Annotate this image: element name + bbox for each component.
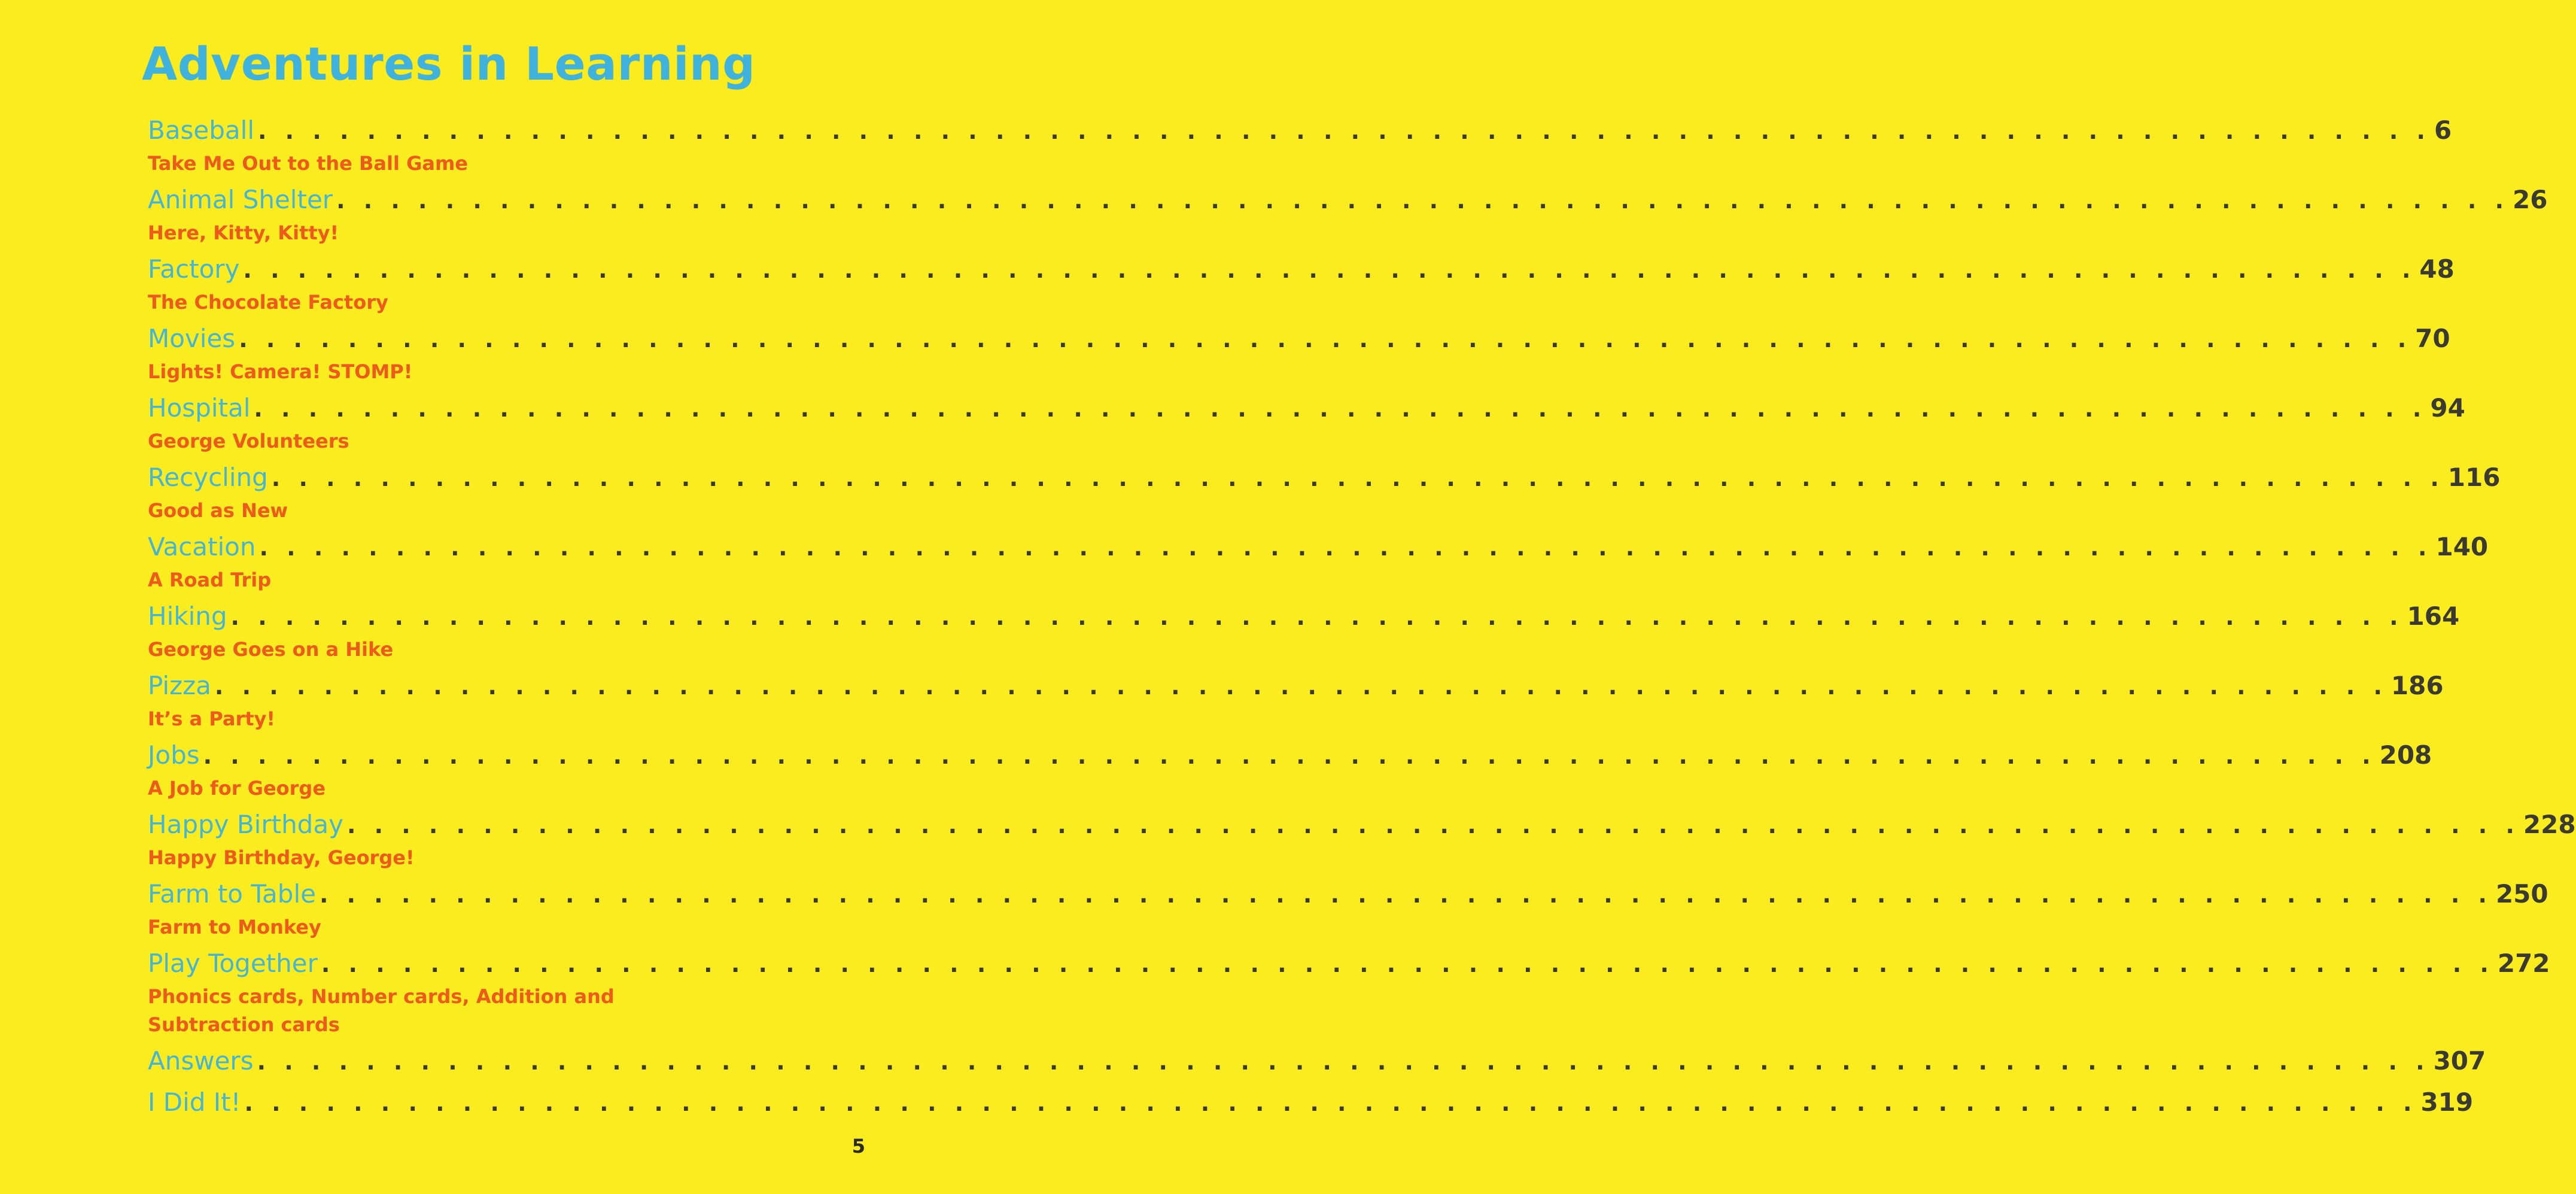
toc-topic: Farm to Table [148,879,316,909]
dot-leader: . . . . . . . . . . . . . . . . . . . . . . . . . . . . . . . . . . . . . . . . . . . . . . . . . . . . . . . . . . . . . . . . . . . . . . . . . . . . . . . . [243,257,2416,283]
toc-subtitle: A Road Trip [148,569,272,591]
toc-topic: Happy Birthday [148,810,343,839]
dot-leader: . . . . . . . . . . . . . . . . . . . . . . . . . . . . . . . . . . . . . . . . . . . . . . . . . . . . . . . . . . . . . . . . . . . . . . . . . . . . . . . . [214,673,2388,700]
page-number-footer: 5 [851,1135,865,1157]
toc-page-number: 307 [2433,1046,2486,1075]
toc-page-number: 70 [2415,324,2450,353]
toc-page-number: 48 [2419,254,2455,284]
toc-entry-row [148,528,2489,566]
toc-entry [148,1083,2474,1122]
toc-page-number: 116 [2447,463,2501,492]
toc-topic: Baseball [148,116,255,145]
toc-entry-row [148,111,2452,150]
toc-entry [148,250,2455,317]
dot-leader: . . . . . . . . . . . . . . . . . . . . . . . . . . . . . . . . . . . . . . . . . . . . . . . . . . . . . . . . . . . . . . . . . . . . . . . . . . . . . . . . [230,604,2404,630]
toc-entry-row [148,181,2548,219]
toc-entry [148,181,2548,247]
toc-entry [148,320,2450,386]
toc-subtitle: The Chocolate Factory [148,291,388,314]
toc-page-number: 319 [2420,1087,2474,1117]
toc-page-number: 6 [2434,116,2452,145]
dot-leader: . . . . . . . . . . . . . . . . . . . . . . . . . . . . . . . . . . . . . . . . . . . . . . . . . . . . . . . . . . . . . . . . . . . . . . . . . . . . . . . . [321,951,2494,977]
toc-entry [148,736,2432,803]
toc-entry-row [148,944,2550,983]
toc-page-number: 186 [2391,671,2444,700]
toc-entry [148,806,2576,872]
toc-entry-row [148,320,2450,358]
toc-topic: Vacation [148,532,256,561]
dot-leader: . . . . . . . . . . . . . . . . . . . . . . . . . . . . . . . . . . . . . . . . . . . . . . . . . . . . . . . . . . . . . . . . . . . . . . . . . . . . . . . . [254,396,2427,422]
toc-topic: I Did It! [148,1087,241,1117]
toc-entry [148,944,2550,1039]
toc-page-number: 94 [2430,393,2465,423]
dot-leader: . . . . . . . . . . . . . . . . . . . . . . . . . . . . . . . . . . . . . . . . . . . . . . . . . . . . . . . . . . . . . . . . . . . . . . . . . . . . . . . . [239,326,2412,353]
toc-entry-row [148,1042,2486,1080]
toc-subtitle: George Volunteers [148,430,349,452]
dot-leader: . . . . . . . . . . . . . . . . . . . . . . . . . . . . . . . . . . . . . . . . . . . . . . . . . . . . . . . . . . . . . . . . . . . . . . . . . . . . . . . . [244,1090,2417,1116]
toc-topic: Answers [148,1046,254,1075]
toc-subtitle: Happy Birthday, George! [148,846,415,869]
toc-entry-row [148,250,2455,288]
toc-subtitle: Lights! Camera! STOMP! [148,360,413,383]
toc-topic: Jobs [148,740,200,770]
toc-page-number: 272 [2497,949,2550,978]
dot-leader: . . . . . . . . . . . . . . . . . . . . . . . . . . . . . . . . . . . . . . . . . . . . . . . . . . . . . . . . . . . . . . . . . . . . . . . . . . . . . . . . [203,743,2376,769]
toc-entry-row [148,667,2444,705]
toc-subtitle: A Job for George [148,777,326,800]
toc-entry-row [148,875,2548,913]
toc-entry [148,111,2452,178]
toc-topic: Pizza [148,671,211,700]
toc-subtitle: Farm to Monkey [148,916,321,938]
toc-entry [148,597,2460,664]
toc-entry-row [148,736,2432,774]
toc-topic: Hospital [148,393,251,423]
toc-entry-row [148,389,2465,427]
toc-entry-row [148,597,2460,636]
toc-subtitle: Good as New [148,499,288,522]
toc-page-number: 164 [2407,601,2460,631]
toc-page-number: 250 [2495,879,2548,909]
toc-entry [148,389,2465,455]
toc-subtitle: It’s a Party! [148,707,275,730]
toc-entry [148,667,2444,733]
toc-page-number: 26 [2513,185,2548,214]
toc-topic: Animal Shelter [148,185,333,214]
toc-subtitle: Phonics cards, Number cards, Addition and Subtraction cards [148,985,615,1036]
dot-leader: . . . . . . . . . . . . . . . . . . . . . . . . . . . . . . . . . . . . . . . . . . . . . . . . . . . . . . . . . . . . . . . . . . . . . . . . . . . . . . . . [258,118,2431,144]
dot-leader: . . . . . . . . . . . . . . . . . . . . . . . . . . . . . . . . . . . . . . . . . . . . . . . . . . . . . . . . . . . . . . . . . . . . . . . . . . . . . . . . [346,812,2520,838]
toc-topic: Hiking [148,601,227,631]
toc-topic: Factory [148,254,240,284]
table-of-contents [148,111,2576,1125]
toc-topic: Recycling [148,463,268,492]
page-title: Adventures in Learning [142,37,756,90]
toc-topic: Movies [148,324,236,353]
toc-topic: Play Together [148,949,318,978]
toc-subtitle: Here, Kitty, Kitty! [148,221,339,244]
toc-entry-row [148,458,2501,497]
dot-leader: . . . . . . . . . . . . . . . . . . . . . . . . . . . . . . . . . . . . . . . . . . . . . . . . . . . . . . . . . . . . . . . . . . . . . . . . . . . . . . . . [271,465,2444,491]
toc-entry [148,875,2548,941]
toc-entry [148,528,2489,594]
toc-page-number: 140 [2435,532,2489,561]
dot-leader: . . . . . . . . . . . . . . . . . . . . . . . . . . . . . . . . . . . . . . . . . . . . . . . . . . . . . . . . . . . . . . . . . . . . . . . . . . . . . . . . [336,187,2510,214]
dot-leader: . . . . . . . . . . . . . . . . . . . . . . . . . . . . . . . . . . . . . . . . . . . . . . . . . . . . . . . . . . . . . . . . . . . . . . . . . . . . . . . . [257,1049,2430,1075]
toc-entry-row [148,1083,2474,1122]
toc-subtitle: George Goes on a Hike [148,638,394,661]
toc-entry-row [148,806,2576,844]
toc-subtitle: Take Me Out to the Ball Game [148,152,468,175]
toc-page-number: 208 [2379,740,2432,770]
toc-entry [148,458,2501,525]
toc-entry [148,1042,2486,1080]
dot-leader: . . . . . . . . . . . . . . . . . . . . . . . . . . . . . . . . . . . . . . . . . . . . . . . . . . . . . . . . . . . . . . . . . . . . . . . . . . . . . . . . [319,882,2492,908]
dot-leader: . . . . . . . . . . . . . . . . . . . . . . . . . . . . . . . . . . . . . . . . . . . . . . . . . . . . . . . . . . . . . . . . . . . . . . . . . . . . . . . . [259,534,2432,561]
toc-page-number: 228 [2523,810,2576,839]
